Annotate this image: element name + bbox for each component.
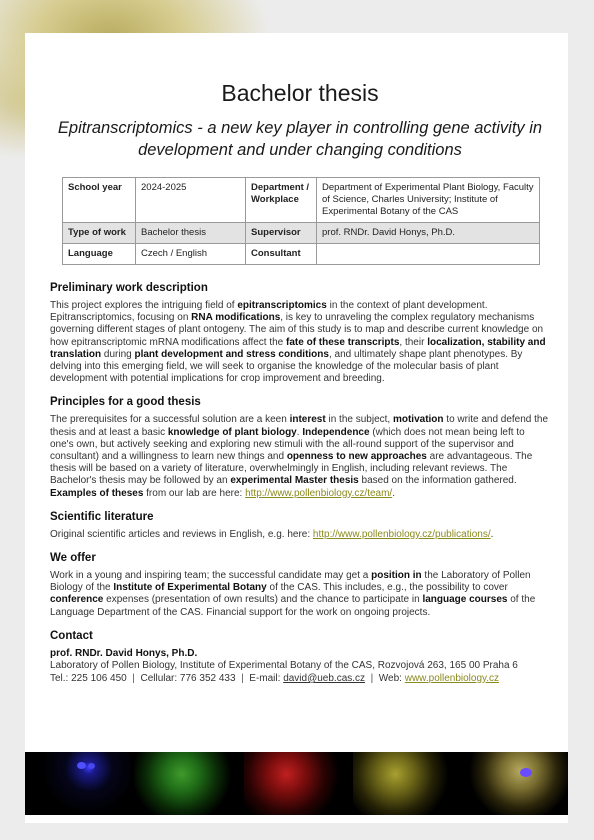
section-heading: Preliminary work description <box>50 282 208 294</box>
text-run: . <box>490 528 494 540</box>
department-label: Department / Workplace <box>246 178 317 223</box>
microscopy-panel-green <box>134 752 240 815</box>
bold-text: position in <box>371 570 422 582</box>
text-run: to write and defend the thesis and at least a basic <box>50 414 549 438</box>
bold-text: openness to new approaches <box>286 451 427 463</box>
section-heading: We offer <box>50 552 96 565</box>
section-body <box>50 570 550 619</box>
bold-text: Independence <box>302 426 370 438</box>
section-body <box>50 529 550 541</box>
bold-text: RNA modifications <box>191 312 281 324</box>
bold-text: plant development and stress conditions <box>134 348 329 360</box>
section-preliminary <box>50 281 550 385</box>
text-run: of the CAS. This includes, e.g., the possibility to cover <box>266 582 508 594</box>
section-body <box>50 300 550 385</box>
text-run: are advantageous. The thesis will be based on a variety of literature, overwhelmingly in English, including relevant reviews. The Bachelor's thesis may be followed by an <box>50 451 533 487</box>
consultant-value <box>317 244 540 265</box>
document-content <box>50 78 550 685</box>
bold-text: conference <box>50 594 104 606</box>
separator: | <box>132 672 135 684</box>
bold-text: localization, stability and translation <box>50 336 546 360</box>
section-offer <box>50 551 550 619</box>
contact-address: Laboratory of Pollen Biology, Institute of Experimental Botany of the CAS, Rozvojová 263, 165 00 Praha 6 <box>50 660 518 672</box>
supervisor-label: Supervisor <box>246 223 317 244</box>
language-label: Language <box>63 244 136 265</box>
contact-details <box>50 673 550 686</box>
info-row-type <box>63 223 540 244</box>
section-literature <box>50 510 550 541</box>
bold-text: interest <box>289 414 326 426</box>
section-heading: Scientific literature <box>50 510 154 523</box>
bold-text: Examples of theses <box>50 487 144 499</box>
microscopy-image-strip <box>25 752 568 815</box>
text-run: Original scientific articles and reviews in English, e.g. here: <box>50 528 313 540</box>
page-subtitle: Epitranscriptomics - a new key player in controlling gene activity in development and under changing conditions <box>57 119 543 159</box>
microscopy-panel-merge <box>462 752 568 815</box>
school-year-label: School year <box>63 178 136 223</box>
microscopy-panel-yellow <box>353 752 459 815</box>
text-run: This project explores the intriguing field of <box>50 300 238 311</box>
email-link[interactable]: david@ueb.cas.cz <box>283 672 366 684</box>
info-row-language <box>63 244 540 265</box>
type-label: Type of work <box>63 223 136 244</box>
web-label: Web: <box>378 672 405 684</box>
text-run: during <box>101 348 135 360</box>
contact-cellular: Cellular: 776 352 433 <box>140 672 236 684</box>
type-value: Bachelor thesis <box>136 223 246 244</box>
info-table <box>62 177 540 265</box>
text-run: expenses (presentation of own results) and the chance to participate in <box>103 594 423 606</box>
bold-text: experimental Master thesis <box>230 475 359 487</box>
page-title: Bachelor thesis <box>221 80 379 106</box>
text-run: , and ultimately shape plant phenotypes. By delving into this emerging field, we will seek to organise the knowledge of the molecular basis of plant development with potential implications for crop improvement and breeding. <box>50 348 523 385</box>
microscopy-panel-red <box>244 752 350 815</box>
web-link[interactable]: www.pollenbiology.cz <box>404 672 500 684</box>
bold-text: knowledge of plant biology <box>167 426 297 438</box>
text-run: . <box>392 487 395 499</box>
text-run: based on the information gathered. <box>358 475 517 487</box>
text-run: from our lab are here: <box>143 487 246 499</box>
info-row-school-year <box>63 178 540 223</box>
text-run: in the context of plant development. Epitranscriptomics, focusing on <box>50 300 488 324</box>
text-run: the Laboratory of Pollen Biology of the <box>50 570 531 594</box>
email-label: E-mail: <box>249 672 284 684</box>
section-heading: Contact <box>50 629 93 642</box>
separator: | <box>241 672 244 684</box>
contact-name: prof. RNDr. David Honys, Ph.D. <box>50 647 198 659</box>
supervisor-value: prof. RNDr. David Honys, Ph.D. <box>317 223 540 244</box>
text-run: (which does not mean being left to one's own, but actively seeking and exploring new stimuli with the all-round support of the supervisor and consultant) and a willingness to learn new things and <box>50 426 525 463</box>
text-run: , their <box>399 336 428 348</box>
bold-text: motivation <box>392 414 444 426</box>
bold-text: epitranscriptomics <box>237 300 327 311</box>
section-heading: Principles for a good thesis <box>50 396 201 409</box>
text-run: . <box>296 426 303 438</box>
section-body <box>50 414 550 499</box>
text-run: in the subject, <box>325 414 393 426</box>
consultant-label: Consultant <box>246 244 317 265</box>
text-run: , is key to unraveling the complex regulatory mechanisms governing different stages of plant ontogeny. The aim of this study is to map and describe current knowledge on how epitranscriptomic mRNA modifications affect the <box>50 312 544 348</box>
text-run: of the Language Department of the CAS. Financial support for the work on ongoing projects. <box>50 594 536 618</box>
team-link[interactable]: http://www.pollenbiology.cz/team/ <box>245 487 393 499</box>
text-run: The prerequisites for a successful solution are a keen <box>50 414 290 426</box>
contact-tel: Tel.: 225 106 450 <box>50 672 127 684</box>
text-run: Work in a young and inspiring team; the successful candidate may get a <box>50 570 372 582</box>
section-contact <box>50 629 550 686</box>
bold-text: fate of these transcripts <box>286 336 400 348</box>
school-year-value: 2024-2025 <box>136 178 246 223</box>
publications-link[interactable]: http://www.pollenbiology.cz/publications/ <box>312 528 491 540</box>
bold-text: language courses <box>422 594 508 606</box>
language-value: Czech / English <box>136 244 246 265</box>
department-value: Department of Experimental Plant Biology, Faculty of Science, Charles University; Institute of Experimental Botany of the CAS <box>317 178 540 223</box>
separator: | <box>370 672 374 684</box>
bold-text: Institute of Experimental Botany <box>113 582 267 594</box>
section-principles <box>50 395 550 499</box>
microscopy-panel-blue <box>25 752 131 815</box>
